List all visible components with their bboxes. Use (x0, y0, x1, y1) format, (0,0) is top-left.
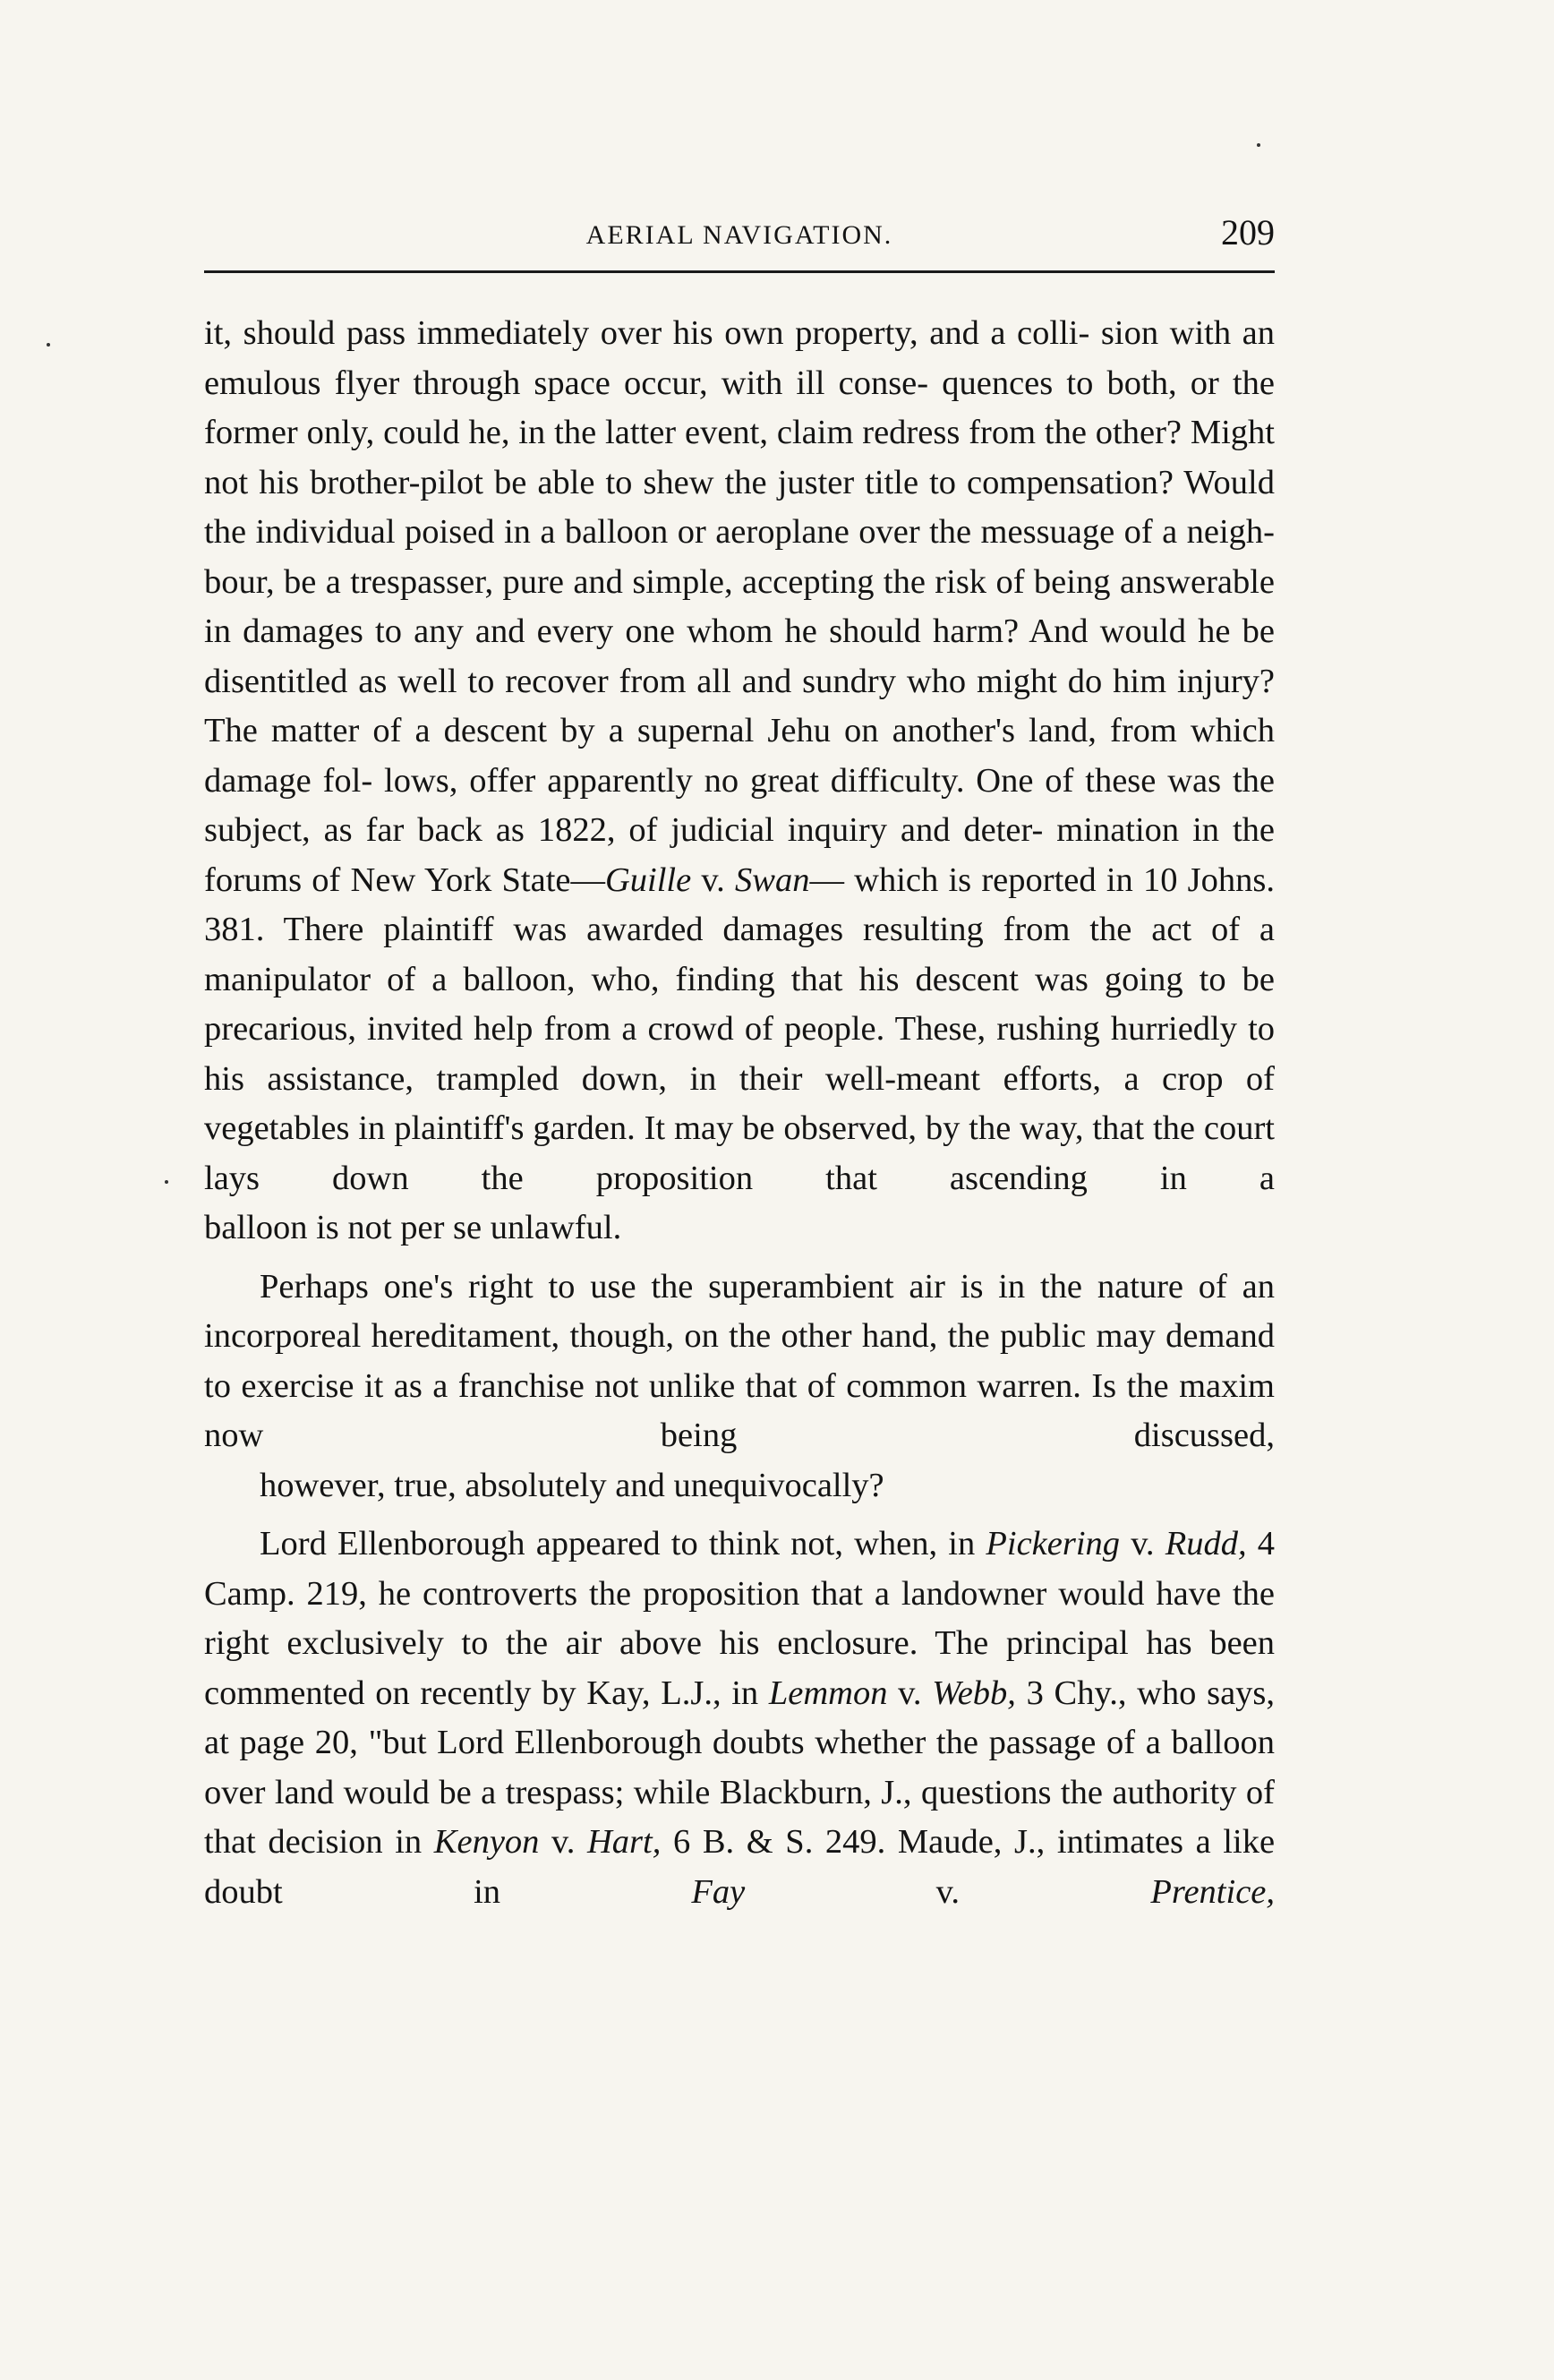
case-party: Webb, (932, 1674, 1016, 1712)
text-line: landowner would have the right exclusively to the air above his (204, 1574, 1275, 1662)
text-run: Lord Ellenborough appeared to think not, when, in (260, 1525, 986, 1562)
text-line: enclosure. The principal has been commented on recently (204, 1624, 1275, 1712)
ink-speck (165, 1180, 168, 1184)
text-line: bour, be a trespasser, pure and simple, accepting the risk of being (204, 562, 1111, 601)
text-line: that the court lays down the proposition that ascending in a (204, 1109, 1275, 1197)
running-title: AERIAL NAVIGATION. (585, 220, 893, 250)
text-line: assistance, trampled down, in their well-meant efforts, a crop of (267, 1059, 1276, 1098)
text-run: questions the authority of that decision in (204, 1773, 1275, 1861)
text-line: poised in a balloon or aeroplane over the messuage of a neigh- (405, 513, 1276, 551)
text-line: to shew the juster title to compensation? Would the individual (204, 463, 1275, 551)
text-line: it, should pass immediately over his own property, and a colli- (204, 314, 1090, 352)
case-party: Fay (691, 1872, 746, 1911)
case-party: Swan (735, 860, 810, 899)
text-line: the public may demand to exercise it as a franchise not unlike (204, 1317, 1275, 1405)
case-party: Lemmon (768, 1674, 888, 1712)
text-line: and sundry who might do him injury? The matter of a descent (204, 662, 1276, 749)
text-run: 3 Chy., who says, at (204, 1674, 1276, 1761)
text-line: lows, offer apparently no great difficulty. One of these was (384, 761, 1222, 800)
text-line: page 20, "but Lord Ellenborough doubts whether the passage of (239, 1724, 1136, 1761)
versus: v. (691, 860, 736, 899)
body-text (204, 309, 1275, 1917)
text-line: balloon is not per se unlawful. (204, 1209, 622, 1246)
text-run: mination in the forums of New York State— (204, 811, 1275, 899)
paragraph-2 (204, 1263, 1275, 1511)
versus: v. (745, 1872, 1151, 1911)
text-line: Perhaps one's right to use the superambient air is in the (260, 1267, 1083, 1306)
text-line: answerable in damages to any and every one whom he should (204, 562, 1276, 650)
case-party: Kenyon (433, 1823, 540, 1861)
text-line: nature of an incorporeal hereditament, though, on the other hand, (204, 1267, 1275, 1355)
text-line: sion with an emulous flyer through space occur, with ill conse- (204, 314, 1276, 402)
text-run: B. & S. 249. Maude, J., intimates a like doubt in (204, 1823, 1276, 1911)
text-line (260, 1525, 1120, 1562)
text-line: a balloon over land would be a trespass; while Blackburn, J., (204, 1724, 1276, 1811)
text-run: by Kay, L.J., in (542, 1674, 769, 1712)
ink-speck (47, 343, 50, 347)
page-number: 209 (1221, 212, 1275, 253)
versus: v. (1131, 1525, 1166, 1562)
text-line: however, true, absolutely and unequivocally? (260, 1466, 884, 1504)
ink-speck (1257, 143, 1260, 147)
paragraph-3 (204, 1520, 1275, 1917)
text-run: — (809, 860, 844, 899)
text-line: by a supernal Jehu on another's land, from which damage fol- (204, 712, 1275, 800)
versus: v. (539, 1823, 587, 1861)
text-line: vegetables in plaintiff's garden. It may be observed, by the way, (204, 1109, 1084, 1147)
case-party: Prentice, (1150, 1872, 1275, 1911)
text-run: 6 (661, 1823, 691, 1861)
case-party: Guille (604, 860, 692, 899)
text-line: quences to both, or the former only, could he, in the latter event, (204, 364, 1275, 451)
text-line: that of common warren. Is the maxim now being discussed, (204, 1366, 1275, 1454)
running-head (204, 204, 1275, 267)
text-line: damages resulting from the act of a manipulator of a balloon, (204, 911, 1275, 998)
text-line: who, finding that his descent was going to be precarious, invited (204, 960, 1276, 1048)
text-line: help from a crowd of people. These, rushing hurriedly to his (204, 1010, 1276, 1098)
text-line: claim redress from the other? Might not his brother-pilot be able (204, 414, 1275, 501)
text-line: the subject, as far back as 1822, of judicial inquiry and deter- (204, 761, 1276, 849)
text-run: 4 Camp. 219, he controverts the proposition that a (204, 1525, 1276, 1613)
header-rule (204, 270, 1275, 273)
case-party: Pickering (986, 1525, 1121, 1562)
text-line: which is reported in 10 Johns. 381. There plaintiff was awarded (204, 860, 1276, 948)
text-line: harm? And would he be disentitled as well to recover from all (204, 612, 1275, 700)
versus: v. (887, 1674, 933, 1712)
paragraph-1 (204, 309, 1275, 1254)
case-party: Rudd, (1165, 1525, 1247, 1562)
case-party: Hart, (587, 1823, 662, 1861)
